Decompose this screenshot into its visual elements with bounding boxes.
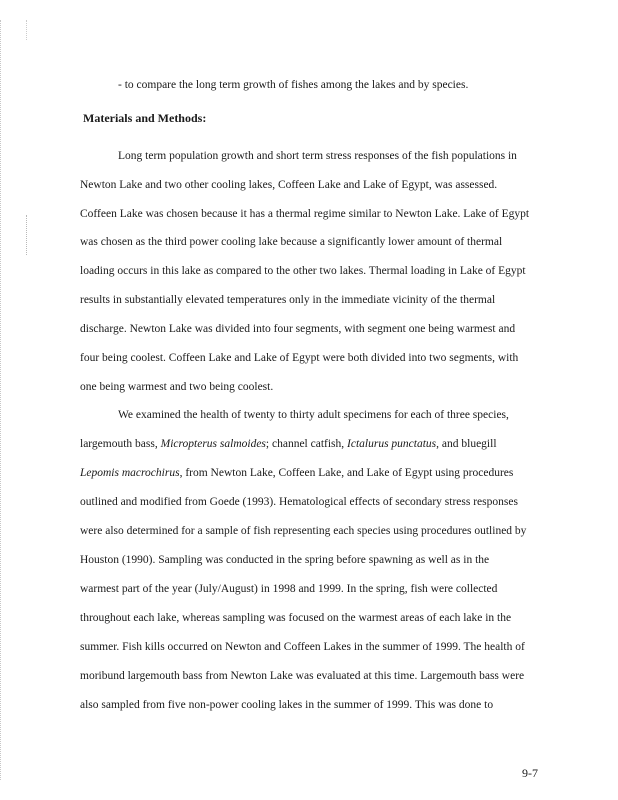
- species-name: Ictalurus punctatus: [347, 438, 437, 450]
- paragraph-line: also sampled from five non-power cooling lakes in the summer of 1999. This was done to: [80, 699, 494, 711]
- paragraph-line: Houston (1990). Sampling was conducted in the spring before spawning as well as in the: [80, 554, 490, 566]
- paragraph-line: [80, 439, 497, 451]
- paragraph-line: one being warmest and two being coolest.: [80, 381, 274, 393]
- scan-margin-artifact: [0, 20, 15, 780]
- paragraph-line: warmest part of the year (July/August) in 1998 and 1999. In the spring, fish were collected: [80, 583, 498, 595]
- paragraph-line: outlined and modified from Goede (1993). Hematological effects of secondary stress responses: [80, 496, 518, 508]
- text-run: , and bluegill: [436, 438, 497, 450]
- scan-margin-artifact: [26, 20, 41, 40]
- paragraph-line: moribund largemouth bass from Newton Lake was evaluated at this time. Largemouth bass were: [80, 670, 525, 682]
- text-run: , from Newton Lake, Coffeen Lake, and Lake of Egypt using procedures: [179, 467, 514, 479]
- paragraph-line: [80, 468, 513, 480]
- paragraph-line: four being coolest. Coffeen Lake and Lake of Egypt were both divided into two segments, with: [80, 352, 519, 364]
- paragraph-line: were also determined for a sample of fish representing each species using procedures outlined by: [80, 525, 527, 537]
- intro-bullet: - to compare the long term growth of fishes among the lakes and by species.: [118, 79, 469, 91]
- paragraph-line: Long term population growth and short term stress responses of the fish populations in: [118, 150, 517, 162]
- paragraph-line: Newton Lake and two other cooling lakes, Coffeen Lake and Lake of Egypt, was assessed.: [80, 179, 498, 191]
- paragraph-line: was chosen as the third power cooling lake because a significantly lower amount of thermal: [80, 236, 503, 248]
- section-heading: Materials and Methods:: [83, 111, 207, 125]
- text-run: ; channel catfish,: [265, 438, 348, 450]
- scan-margin-artifact: [26, 215, 41, 255]
- paragraph-line: discharge. Newton Lake was divided into four segments, with segment one being warmest and: [80, 323, 516, 335]
- species-name: Lepomis macrochirus: [80, 467, 180, 479]
- paragraph-line: Coffeen Lake was chosen because it has a thermal regime similar to Newton Lake. Lake of Egypt: [80, 208, 530, 220]
- page-number: 9-7: [522, 766, 538, 780]
- text-run: largemouth bass,: [80, 438, 161, 450]
- paragraph-line: loading occurs in this lake as compared to the other two lakes. Thermal loading in Lake of Egypt: [80, 265, 526, 277]
- species-name: Micropterus salmoides: [160, 438, 266, 450]
- paragraph-line: results in substantially elevated temperatures only in the immediate vicinity of the thermal: [80, 294, 496, 306]
- paragraph-line: throughout each lake, whereas sampling was focused on the warmest areas of each lake in the: [80, 612, 512, 624]
- paragraph-line: summer. Fish kills occurred on Newton and Coffeen Lakes in the summer of 1999. The health of: [80, 641, 525, 653]
- paragraph-line: We examined the health of twenty to thirty adult specimens for each of three species,: [118, 409, 509, 421]
